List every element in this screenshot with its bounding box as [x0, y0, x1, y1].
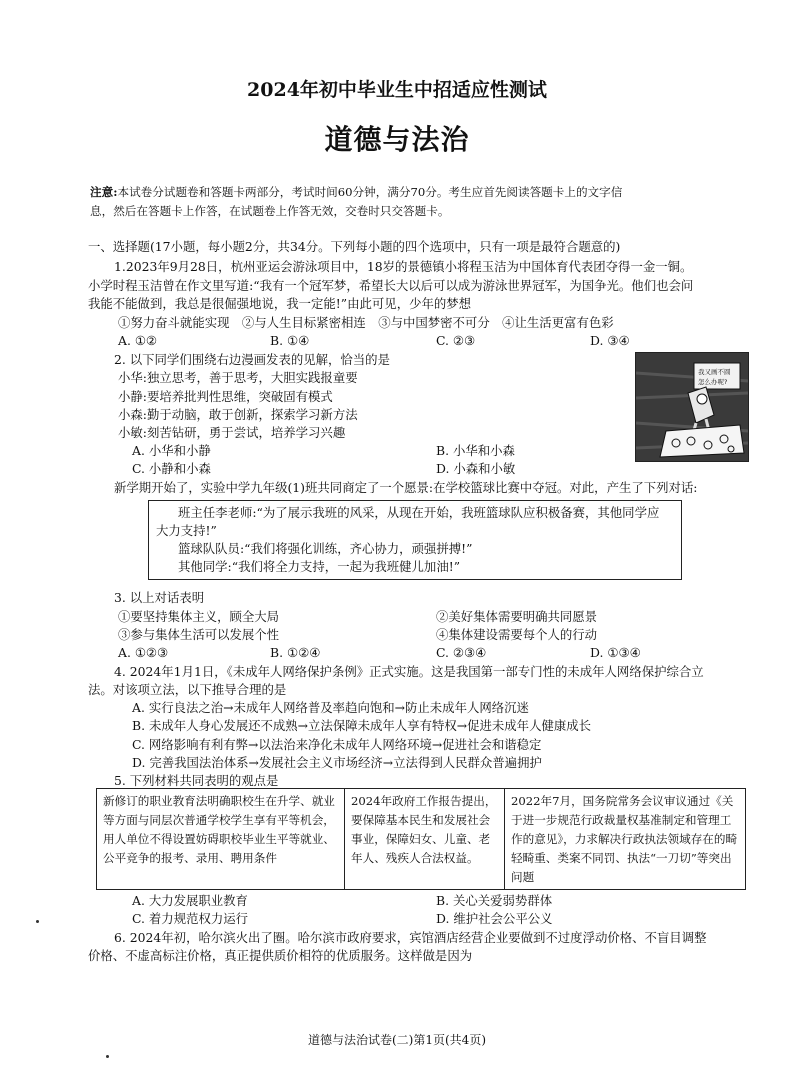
notice-line-2: 息，然后在答题卡上作答，在试题卷上作答无效，交卷时只交答题卡。	[90, 204, 450, 218]
dialog-line-1: 班主任李老师:“为了展示我班的风采，从现在开始，我班篮球队应积极备赛，其他同学应	[178, 505, 660, 520]
q2-option-d: D. 小森和小敏	[436, 461, 516, 476]
q1-option-d: D. ③④	[590, 333, 630, 348]
q1-line-1: 1.2023年9月28日，杭州亚运会游泳项目中，18岁的景德镇小将程玉洁为中国体育代表团夺得一金一铜。	[114, 259, 693, 274]
q3-option-d: D. ①③④	[590, 645, 641, 660]
q1-option-b: B. ①④	[270, 333, 310, 348]
q3-item-1: ①要坚持集体主义，顾全大局	[118, 609, 280, 624]
q3-context-intro: 新学期开始了，实验中学九年级(1)班共同商定了一个愿景:在学校篮球比赛中夺冠。对此，产生了下列对话:	[114, 480, 698, 495]
q2-option-a: A. 小华和小静	[132, 443, 211, 458]
q2-option-b: B. 小华和小森	[436, 443, 515, 458]
q4-line-1: 4. 2024年1月1日，《未成年人网络保护条例》正式实施。这是我国第一部专门性的未成年人网络保护综合立	[114, 664, 704, 679]
q5-stem: 5. 下列材料共同表明的观点是	[114, 773, 279, 788]
scan-speck	[36, 920, 39, 923]
q2-view-2: 小静:要培养批判性思维，突破固有模式	[118, 389, 333, 404]
q4-option-a: A. 实行良法之治→未成年人网络普及率趋向饱和→防止未成年人网络沉迷	[132, 700, 529, 715]
q2-option-c: C. 小静和小森	[132, 461, 211, 476]
q3-stem: 3. 以上对话表明	[114, 590, 205, 605]
q2-view-1: 小华:独立思考，善于思考，大胆实践报童要	[118, 370, 358, 385]
notice-label: 注意:	[90, 185, 118, 199]
q6-line-1: 6. 2024年初，哈尔滨火出了圈。哈尔滨市政府要求，宾馆酒店经营企业要做到不过度浮动价格、不盲目调整	[114, 930, 707, 945]
q4-line-2: 法。对该项立法，以下推导合理的是	[88, 682, 287, 697]
q5-material-2: 2024年政府工作报告提出，要保障基本民生和发展社会事业，保障妇女、儿童、老年人、残疾人合法权益。	[345, 789, 505, 890]
notice-line-1: 本试卷分试题卷和答题卡两部分，考试时间60分钟，满分70分。考生应首先阅读答题卡上的文字信	[117, 185, 623, 199]
q3-option-b: B. ①②④	[270, 645, 321, 660]
cartoon-image	[635, 352, 749, 462]
q2-view-3: 小森:勤于动脑，敢于创新，探索学习新方法	[118, 407, 358, 422]
q1-option-a: A. ①②	[118, 333, 158, 348]
q4-option-d: D. 完善我国法治体系→发展社会主义市场经济→立法得到人民群众普遍拥护	[132, 755, 542, 770]
q4-option-c: C. 网络影响有利有弊→以法治来净化未成年人网络环境→促进社会和谐稳定	[132, 737, 542, 752]
page-footer: 道德与法治试卷(二)第1页(共4页)	[308, 1033, 486, 1047]
dialog-line-4: 其他同学:“我们将全力支持，一起为我班健儿加油!”	[178, 559, 461, 574]
cartoon-caption-2: 怎么办呢?	[698, 378, 728, 386]
q3-option-c: C. ②③④	[436, 645, 487, 660]
q5-material-3: 2022年7月，国务院常务会议审议通过《关于进一步规范行政裁量权基准制定和管理工作的意见》，力求解决行政执法领域存在的畸轻畸重、类案不同罚、执法“一刀切”等突出问题	[505, 789, 746, 890]
subject-title: 道德与法治	[324, 123, 470, 156]
q5-material-1: 新修订的职业教育法明确职校生在升学、就业等方面与同层次普通学校学生享有平等机会，用人单位不得设置妨碍职校毕业生平等就业、公平竞争的报考、录用、聘用条件	[97, 789, 345, 890]
q5-option-c: C. 着力规范权力运行	[132, 911, 249, 926]
q1-option-c: C. ②③	[436, 333, 476, 348]
cartoon-caption-1: 我又画不圆	[698, 368, 731, 376]
q6-line-2: 价格、不虚高标注价格，真正提供质价相符的优质服务。这样做是因为	[88, 948, 473, 963]
scan-speck	[106, 1055, 109, 1058]
section-heading: 一、选择题(17小题，每小题2分，共34分。下列每小题的四个选项中，只有一项是最符合题意的)	[88, 239, 621, 254]
q5-option-d: D. 维护社会公平公义	[436, 911, 553, 926]
q5-option-b: B. 关心关爱弱势群体	[436, 893, 553, 908]
exam-title: 2024年初中毕业生中招适应性测试	[247, 79, 547, 101]
q3-item-2: ②美好集体需要明确共同愿景	[436, 609, 598, 624]
q5-option-a: A. 大力发展职业教育	[132, 893, 248, 908]
q3-item-4: ④集体建设需要每个人的行动	[436, 627, 598, 642]
q2-view-4: 小敏:刻苦钻研，勇于尝试，培养学习兴趣	[118, 425, 346, 440]
q1-items: ①努力奋斗就能实现 ②与人生目标紧密相连 ③与中国梦密不可分 ④让生活更富有色彩	[118, 315, 614, 330]
q5-materials-table	[96, 788, 746, 890]
q3-item-3: ③参与集体生活可以发展个性	[118, 627, 280, 642]
cartoon-drawing	[636, 353, 748, 461]
dialog-line-2: 大力支持!”	[156, 523, 217, 538]
notice-block	[90, 183, 730, 221]
q4-option-b: B. 未成年人身心发展还不成熟→立法保障未成年人享有特权→促进未成年人健康成长	[132, 718, 592, 733]
dialog-line-3: 篮球队队员:“我们将强化训练，齐心协力，顽强拼搏!”	[178, 541, 473, 556]
q2-stem: 2. 以下同学们围绕右边漫画发表的见解，恰当的是	[114, 352, 390, 367]
q3-option-a: A. ①②③	[118, 645, 169, 660]
q1-line-3: 我能不能做到，我总是很倔强地说，我一定能!”由此可见，少年的梦想	[88, 296, 472, 311]
q1-line-2: 小学时程玉洁曾在作文里写道:“我有一个冠军梦，希望长大以后可以成为游泳世界冠军，为国争光。他们也会问	[88, 278, 694, 293]
